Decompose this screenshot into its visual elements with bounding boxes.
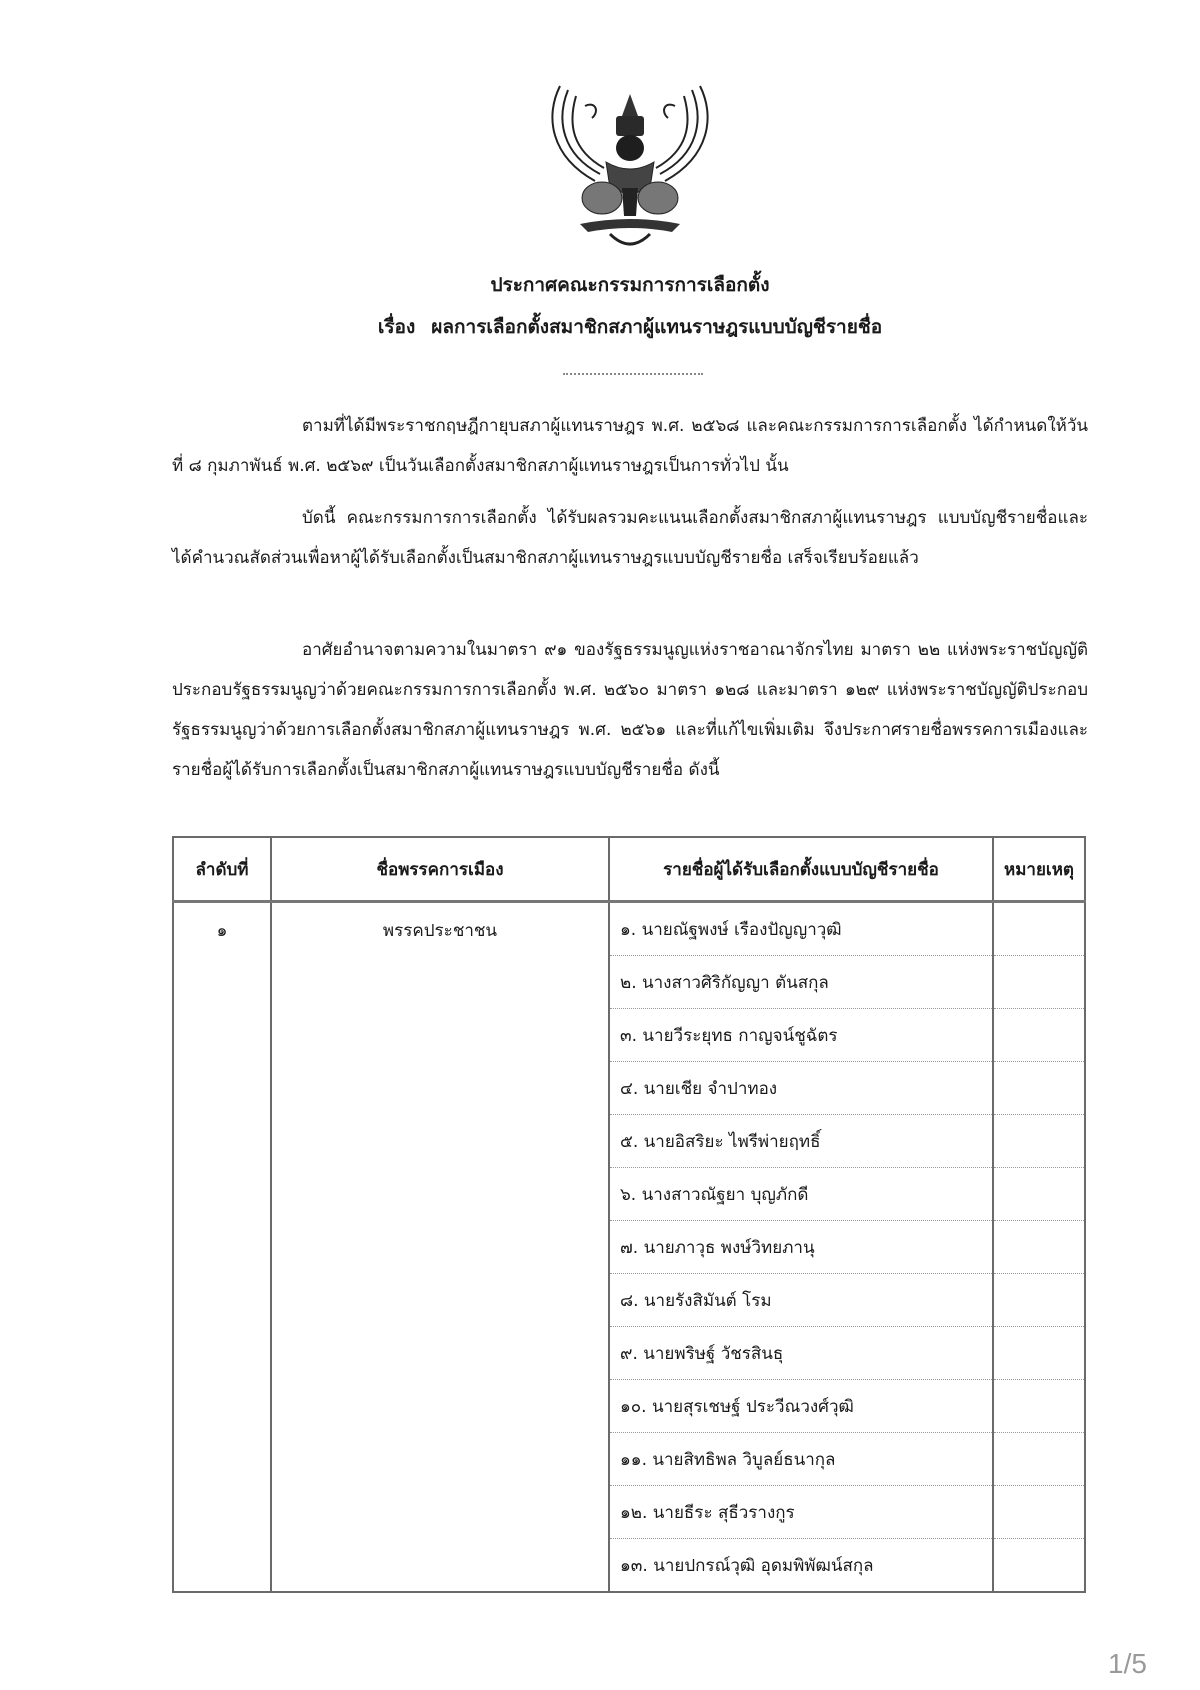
paragraph-results-received: บัดนี้ คณะกรรมการการเลือกตั้ง ได้รับผลรวมคะแนนเลือกตั้งสมาชิกสภาผู้แทนราษฎร แบบบัญชีรายชื่อและได้คำนวณสัดส่วนเพื่อหาผู้ได้รับเลือกตั้งเป็นสมาชิกสภาผู้แทนราษฎรแบบบัญชีรายชื่อ เสร็จเรียบร้อยแล้ว [172, 508, 1088, 568]
candidate-remark [993, 1009, 1085, 1062]
candidate-name: ๑๒. นายธีระ สุธีวรางกูร [609, 1486, 993, 1539]
candidate-remark [993, 902, 1085, 956]
header-party: ชื่อพรรคการเมือง [271, 837, 609, 902]
candidate-remark [993, 1274, 1085, 1327]
header-order: ลำดับที่ [173, 837, 271, 902]
candidate-name: ๗. นายภาวุธ พงษ์วิทยภานุ [609, 1221, 993, 1274]
candidate-name: ๕. นายอิสริยะ ไพรีพ่ายฤทธิ์ [609, 1115, 993, 1168]
candidate-name: ๑. นายณัฐพงษ์ เรืองปัญญาวุฒิ [609, 902, 993, 956]
candidate-remark [993, 1221, 1085, 1274]
table-header-row [173, 837, 1085, 902]
candidate-name: ๖. นางสาวณัฐยา บุญภักดี [609, 1168, 993, 1221]
header-candidates: รายชื่อผู้ได้รับเลือกตั้งแบบบัญชีรายชื่อ [609, 837, 993, 902]
candidate-remark [993, 1539, 1085, 1593]
party-order-number: ๑ [173, 902, 271, 1593]
candidate-name: ๓. นายวีระยุทธ กาญจน์ชูฉัตร [609, 1009, 993, 1062]
header-remarks: หมายเหตุ [993, 837, 1085, 902]
garuda-emblem-icon [540, 76, 720, 254]
candidate-remark [993, 1380, 1085, 1433]
candidate-name: ๔. นายเชีย จำปาทอง [609, 1062, 993, 1115]
candidate-name: ๙. นายพริษฐ์ วัชรสินธุ [609, 1327, 993, 1380]
subject-text: ผลการเลือกตั้งสมาชิกสภาผู้แทนราษฎรแบบบัญชีรายชื่อ [431, 316, 883, 338]
results-table [172, 836, 1086, 1593]
candidate-remark [993, 1062, 1085, 1115]
candidate-remark [993, 1168, 1085, 1221]
paragraph-legal-authority: อาศัยอำนาจตามความในมาตรา ๙๑ ของรัฐธรรมนูญแห่งราชอาณาจักรไทย มาตรา ๒๒ แห่งพระราชบัญญัติประกอบรัฐธรรมนูญว่าด้วยคณะกรรมการการเลือกตั้ง พ.ศ. ๒๕๖๐ มาตรา ๑๒๘ และมาตรา ๑๒๙ แห่งพระราชบัญญัติประกอบรัฐธรรมนูญว่าด้วยการเลือกตั้งสมาชิกสภาผู้แทนราษฎร พ.ศ. ๒๕๖๑ และที่แก้ไขเพิ่มเติม จึงประกาศรายชื่อพรรคการเมืองและรายชื่อผู้ได้รับการเลือกตั้งเป็นสมาชิกสภาผู้แทนราษฎรแบบบัญชีรายชื่อ ดังนี้ [172, 640, 1088, 780]
announcement-title: ประกาศคณะกรรมการการเลือกตั้ง [490, 274, 770, 296]
table-row [173, 902, 1085, 956]
page-indicator: 1/5 [1108, 1648, 1147, 1679]
candidate-name: ๑๑. นายสิทธิพล วิบูลย์ธนากุล [609, 1433, 993, 1486]
paragraph-preamble: ตามที่ได้มีพระราชกฤษฎีกายุบสภาผู้แทนราษฎร พ.ศ. ๒๕๖๘ และคณะกรรมการการเลือกตั้ง ได้กำหนดให้วันที่ ๘ กุมภาพันธ์ พ.ศ. ๒๕๖๙ เป็นวันเลือกตั้งสมาชิกสภาผู้แทนราษฎรเป็นการทั่วไป นั้น [172, 416, 1088, 476]
candidate-remark [993, 1486, 1085, 1539]
candidate-remark [993, 1433, 1085, 1486]
candidate-remark [993, 956, 1085, 1009]
candidate-name: ๑๓. นายปกรณ์วุฒิ อุดมพิพัฒน์สกุล [609, 1539, 993, 1593]
subject-label: เรื่อง [377, 316, 416, 338]
candidate-name: ๒. นางสาวศิริกัญญา ตันสกุล [609, 956, 993, 1009]
party-name: พรรคประชาชน [271, 902, 609, 1593]
candidate-name: ๘. นายรังสิมันต์ โรม [609, 1274, 993, 1327]
announcement-subject [0, 312, 1200, 342]
title-separator [563, 373, 703, 375]
candidate-name: ๑๐. นายสุรเชษฐ์ ประวีณวงศ์วุฒิ [609, 1380, 993, 1433]
candidate-remark [993, 1115, 1085, 1168]
candidate-remark [993, 1327, 1085, 1380]
